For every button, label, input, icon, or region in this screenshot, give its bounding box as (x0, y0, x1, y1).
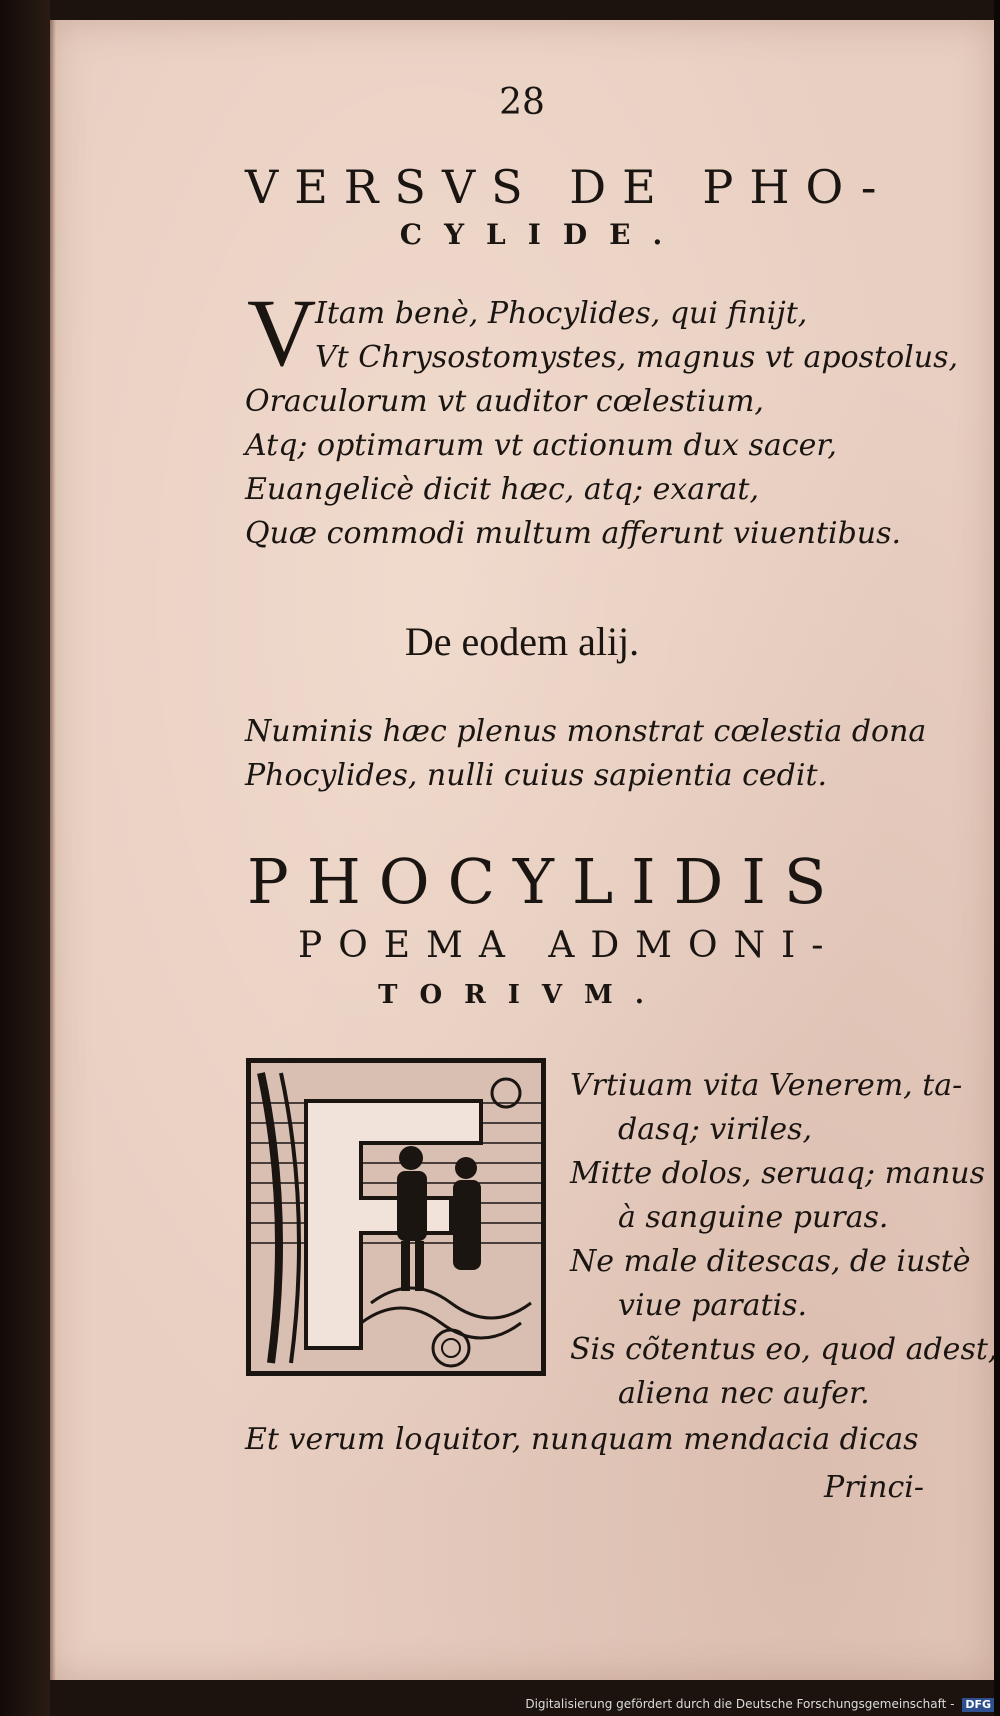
poem-line: à sanguine puras. (618, 1200, 889, 1235)
book-page (50, 20, 998, 1680)
poem-line: Vt Chrysostomystes, magnus vt apostolus, (315, 340, 959, 375)
poem-line: Oraculorum vt auditor cœlestium, (245, 384, 764, 419)
poem-1-body (245, 380, 901, 556)
poem-line: Atq; optimarum vt actionum dux sacer, (245, 428, 837, 463)
title-line-1: PHOCYLIDIS (247, 845, 845, 918)
poem-4 (245, 1418, 919, 1462)
poem-line: aliena nec aufer. (618, 1376, 870, 1411)
poem-line: Mitte dolos, seruaq; manus (570, 1156, 986, 1191)
title-line-2: POEMA ADMONI- (298, 925, 840, 966)
page-edge-shadow (50, 20, 56, 1680)
poem-line: Numinis hæc plenus monstrat cœlestia dona (245, 714, 927, 749)
poem-line: Vrtiuam vita Venerem, ta- (570, 1068, 963, 1103)
drop-cap-v: V (247, 279, 317, 386)
right-edge (994, 0, 1000, 1716)
poem-line: viue paratis. (618, 1288, 808, 1323)
book-spine (0, 0, 50, 1716)
poem-2 (245, 710, 926, 798)
heading-line-2: CYLIDE. (399, 218, 685, 251)
digitization-footer (0, 1692, 994, 1716)
catchword: Princi- (824, 1470, 924, 1505)
poem-3 (570, 1064, 997, 1416)
poem-line: Itam benè, Phocylides, qui finijt, (315, 296, 808, 331)
woodcut-illustration-icon (251, 1063, 541, 1371)
poem-line: Quæ commodi multum afferunt viuentibus. (245, 516, 902, 551)
poem-line: Et verum loquitor, nunquam mendacia dicas (245, 1422, 919, 1457)
poem-line: Euangelicè dicit hæc, atq; exarat, (245, 472, 760, 507)
heading-line-1: VERSVS DE PHO- (245, 160, 893, 214)
poem-line: Ne male ditescas, de iustè (570, 1244, 971, 1279)
footer-text: Digitalisierung gefördert durch die Deutsche Forschungsgemeinschaft - (525, 1697, 955, 1711)
page-number: 28 (499, 82, 545, 123)
subheading: De eodem alij. (404, 619, 640, 664)
poem-1-opening (315, 292, 958, 380)
poem-line: Sis cõtentus eo, quod adest, (570, 1332, 998, 1367)
dfg-logo-icon: DFG (962, 1698, 994, 1712)
poem-line: dasq; viriles, (618, 1112, 813, 1147)
poem-line: Phocylides, nulli cuius sapientia cedit. (245, 758, 828, 793)
title-line-3: TORIVM. (378, 980, 666, 1010)
woodcut-initial-f (246, 1058, 546, 1376)
